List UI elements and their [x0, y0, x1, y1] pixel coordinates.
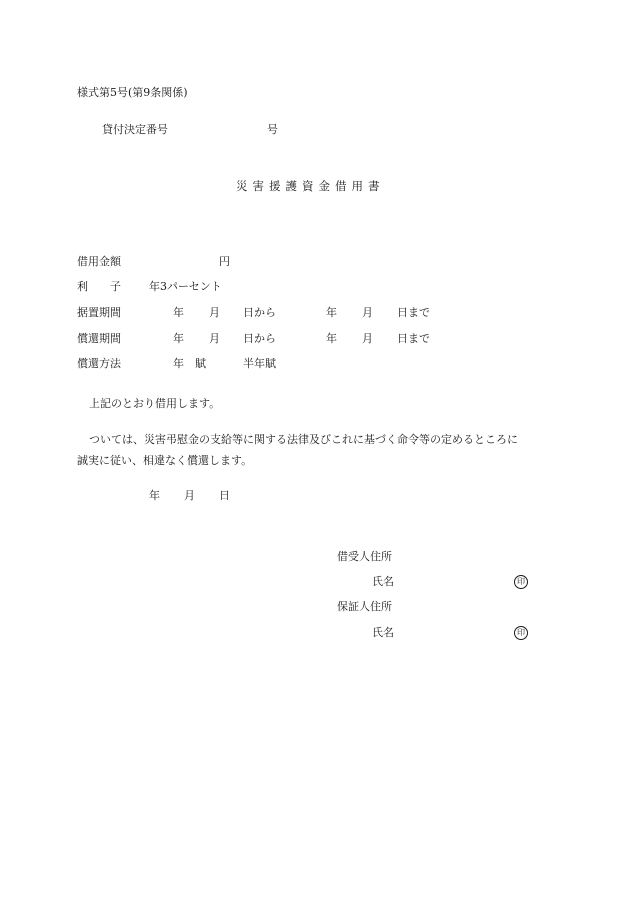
- repayment-from-year: 年: [173, 332, 184, 345]
- decision-number-label: 貸付決定番号: [102, 123, 168, 136]
- borrower-address-label: 借受人住所: [337, 550, 392, 563]
- amount-label: 借用金額: [77, 255, 121, 268]
- guarantor-address-label: 保証人住所: [337, 600, 392, 613]
- repayment-from-day: 日から: [243, 332, 276, 345]
- interest-label: 利 子: [77, 280, 121, 293]
- deferment-to-month: 月: [362, 306, 373, 319]
- repayment-to-month: 月: [362, 332, 373, 345]
- decision-number-suffix: 号: [267, 123, 278, 136]
- repayment-method-annual: 年 賦: [173, 357, 206, 370]
- borrower-seal-icon: 印: [514, 575, 528, 589]
- statement-terms-line2: 誠実に従い、相違なく償還します。: [77, 454, 253, 467]
- guarantor-seal-icon: 印: [514, 626, 528, 640]
- repayment-to-day: 日まで: [397, 332, 430, 345]
- deferment-label: 据置期間: [77, 306, 121, 319]
- deferment-to-day: 日まで: [397, 306, 430, 319]
- date-month: 月: [184, 489, 195, 502]
- date-day: 日: [219, 489, 230, 502]
- deferment-from-day: 日から: [243, 306, 276, 319]
- amount-unit: 円: [219, 255, 230, 268]
- guarantor-name-label: 氏名: [372, 626, 394, 639]
- repayment-to-year: 年: [326, 332, 337, 345]
- deferment-from-year: 年: [173, 306, 184, 319]
- interest-value: 年3パーセント: [149, 280, 222, 293]
- statement-terms-line1: ついては、災害弔慰金の支給等に関する法律及びこれに基づく命令等の定めるところに: [89, 433, 518, 446]
- repayment-period-label: 償還期間: [77, 332, 121, 345]
- statement-borrow: 上記のとおり借用します。: [89, 397, 221, 410]
- repayment-method-label: 償還方法: [77, 357, 121, 370]
- date-year: 年: [149, 489, 160, 502]
- repayment-method-semiannual: 半年賦: [243, 357, 276, 370]
- document-title: 災害援護資金借用書: [236, 179, 385, 193]
- deferment-to-year: 年: [326, 306, 337, 319]
- form-header: 様式第5号(第9条関係): [77, 86, 188, 99]
- repayment-from-month: 月: [209, 332, 220, 345]
- deferment-from-month: 月: [209, 306, 220, 319]
- borrower-name-label: 氏名: [372, 575, 394, 588]
